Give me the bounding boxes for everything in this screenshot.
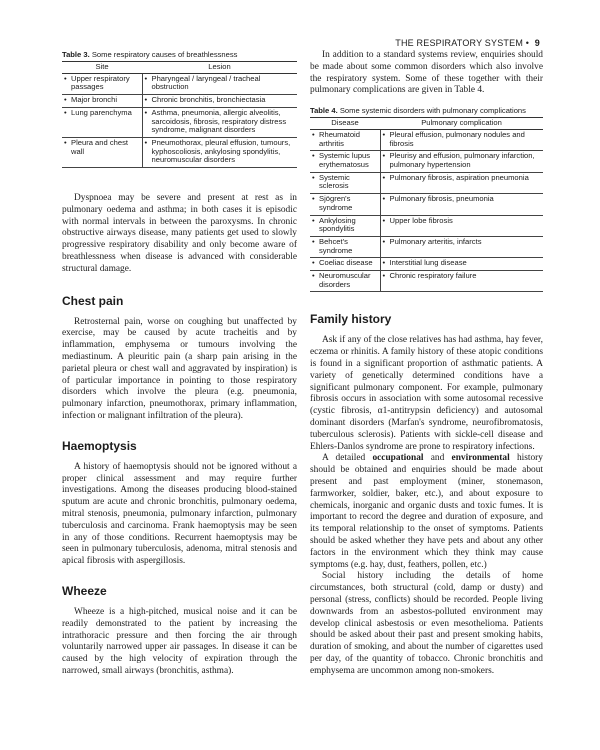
table3-site: • Pleura and chest wall <box>64 139 140 156</box>
family-history-heading: Family history <box>310 312 392 327</box>
haemoptysis-heading: Haemoptysis <box>62 438 137 453</box>
fh-p2-e: history should be obtained and enquiries should be made about present and past employment (miner, stonemason, farmworker, soldier, baker, etc.), and about exposure to chemicals, inorganic and organic dusts and toxic fumes. It is important to record the degree and duration of exposure, and its temporal relationship to the onset of symptoms. Patients should be asked whether they have pets and about any other factors in the environment which they think may cause symptoms (e.g. hay, dust, feathers, pollen, etc.) <box>310 453 543 570</box>
page-number: 9 <box>534 38 540 48</box>
table4-disease: • Behcet's syndrome <box>312 238 378 255</box>
table4-header-row <box>310 118 543 130</box>
occupational-term: occupational <box>372 453 424 464</box>
table3-header-lesion: Lesion <box>142 62 297 74</box>
table3-lesion: • Pharyngeal / laryngeal / tracheal obstruction <box>145 75 296 92</box>
running-header-section: THE RESPIRATORY SYSTEM <box>395 38 524 48</box>
table4-title: Some systemic disorders with pulmonary complications <box>339 106 526 116</box>
running-header-bullet: • <box>525 38 530 48</box>
table4-complication: • Chronic respiratory failure <box>383 272 542 281</box>
table3-title: Some respiratory causes of breathlessness <box>91 50 238 59</box>
table-row <box>62 137 297 167</box>
table4-disease: • Systemic sclerosis <box>312 174 378 191</box>
table4-header-complication: Pulmonary complication <box>380 118 543 130</box>
family-history-paragraph-1: Ask if any of the close relatives has had asthma, hay fever, eczema or rhinitis. A family history of these atopic conditions is found in a significant proportion of asthmatic patients. A variety of genetically determined conditions have a significant pulmonary component. For example, pulmonary fibrosis occurs in association with some autosomal recessive (cystic fibrosis, α1-antitrypsin deficiency) and autosomal dominant disorders (Marfan's syndrome, neurofibromatosis, tuberculous sclerosis). Patients with sickle-cell disease and Ehlers-Danlos syndrome are prone to respiratory infections. <box>310 335 543 452</box>
table4-disease: • Ankylosing spondylitis <box>312 217 378 234</box>
table4-complication: • Pulmonary fibrosis, aspiration pneumonia <box>383 174 542 183</box>
table4-disease: • Neuromuscular disorders <box>312 272 378 289</box>
table4-disease: • Systemic lupus erythematosus <box>312 152 378 169</box>
table4-label: Table 4. <box>310 106 338 116</box>
table-row <box>62 107 297 137</box>
wheeze-heading: Wheeze <box>62 583 107 598</box>
chest-pain-heading: Chest pain <box>62 293 124 308</box>
table-row <box>310 258 543 271</box>
table3-caption <box>62 50 297 59</box>
fh-p2-c: and <box>423 453 452 464</box>
table4-complication: • Pleurisy and effusion, pulmonary infarction, pulmonary hypertension <box>383 152 542 169</box>
table-row <box>310 129 543 150</box>
table3-site: • Upper respiratory passages <box>64 75 140 92</box>
table3-lesion: • Chronic bronchitis, bronchiectasia <box>145 96 296 105</box>
table3-site: • Lung parenchyma <box>64 109 140 118</box>
table-row <box>62 73 297 94</box>
table4-disease: • Sjögren's syndrome <box>312 195 378 212</box>
family-history-paragraph-2 <box>310 453 543 571</box>
intro-paragraph: In addition to a standard systems review, enquiries should be made about some common disorders which also involve the respiratory system. Some of these together with their pulmonary complications are given in Table 4. <box>310 50 543 96</box>
table3-site: • Major bronchi <box>64 96 140 105</box>
running-header <box>395 38 540 48</box>
table-row <box>310 151 543 172</box>
table3-header-row <box>62 62 297 74</box>
table4-disease: • Coeliac disease <box>312 259 378 268</box>
table4 <box>310 117 543 292</box>
table3-lesion: • Asthma, pneumonia, allergic alveolitis, sarcoidosis, fibrosis, respiratory distress syndrome, malignant disorders <box>145 109 296 135</box>
table4-complication: • Pleural effusion, pulmonary nodules and fibrosis <box>383 131 542 148</box>
family-history-paragraph-3: Social history including the details of home circumstances, both structural (cold, damp or dusty) and personal (stress, conflicts) should be recorded. People living downwards from an asbestos-polluted environment may develop clinical asbestosis or even mesothelioma. Patients should be asked about their past and present smoking habits, duration of smoking, and about the number of cigarettes used per day, of the quantity of tobacco. Chronic bronchitis and emphysema are uncommon among non-smokers. <box>310 571 543 676</box>
chest-pain-paragraph: Retrosternal pain, worse on coughing but unaffected by exercise, may be caused by acute tracheitis and by inflammation, emphysema or tumours involving the mediastinum. A pleuritic pain (a sharp pain arising in the parietal pleura or chest wall and aggravated by inspiration) is of particular importance in pointing to those respiratory disorders which involve the pleura (e.g. pneumonia, pulmonary infarction, pneumothorax, primary inflammation, infection or malignant infiltration of the pleura). <box>62 316 297 421</box>
table3-label: Table 3. <box>62 50 90 59</box>
table-row <box>62 95 297 108</box>
dyspnoea-paragraph: Dyspnoea may be severe and present at rest as in pulmonary oedema and asthma; in both cases it is episodic with normal intervals in between the paroxysms. In chronic obstructive airways disease, many patients get used to slowly progressive respiratory disability and only become aware of breathlessness when disease is advanced with considerable structural damage. <box>62 193 297 274</box>
table3 <box>62 61 297 168</box>
table4-disease: • Rheumatoid arthritis <box>312 131 378 148</box>
table-row <box>310 172 543 193</box>
table4-complication: • Interstitial lung disease <box>383 259 542 268</box>
table4-complication: • Pulmonary arteritis, infarcts <box>383 238 542 247</box>
haemoptysis-paragraph: A history of haemoptysis should not be ignored without a proper clinical assessment and may require further investigations. Among the diseases producing blood-stained sputum are acute and chronic bronchitis, pulmonary oedema, mitral stenosis, pneumonia, pulmonary infarction, pulmonary tuberculosis and carcinoma. Frank haemoptysis may be seen in any of those conditions. Recurrent haemoptysis may be seen in pulmonary tuberculosis, adenoma, mitral stenosis and apical fibrosis with aspergillosis. <box>62 461 297 567</box>
fh-p2-a: A detailed <box>322 453 373 464</box>
left-column <box>62 50 297 678</box>
table4-complication: • Pulmonary fibrosis, pneumonia <box>383 195 542 204</box>
table3-header-site: Site <box>62 62 142 74</box>
table4-caption <box>310 106 543 115</box>
table-row <box>310 215 543 236</box>
table4-header-disease: Disease <box>310 118 380 130</box>
table-row <box>310 236 543 257</box>
right-column <box>310 50 543 678</box>
table3-lesion: • Pneumothorax, pleural effusion, tumours, kyphoscoliosis, ankylosing spondylitis, neuromuscular disorders <box>145 139 296 165</box>
table-row <box>310 271 543 292</box>
wheeze-paragraph: Wheeze is a high-pitched, musical noise and it can be readily demonstrated to the patient by increasing the intrathoracic pressure and then forcing the air through voluntarily narrowed upper air passages. In disease it can be caused by the high velocity of expiration through the narrowed, small airways (bronchitis, asthma). <box>62 606 297 676</box>
environmental-term: environmental <box>451 453 510 464</box>
table-row <box>310 194 543 215</box>
table4-complication: • Upper lobe fibrosis <box>383 217 542 226</box>
